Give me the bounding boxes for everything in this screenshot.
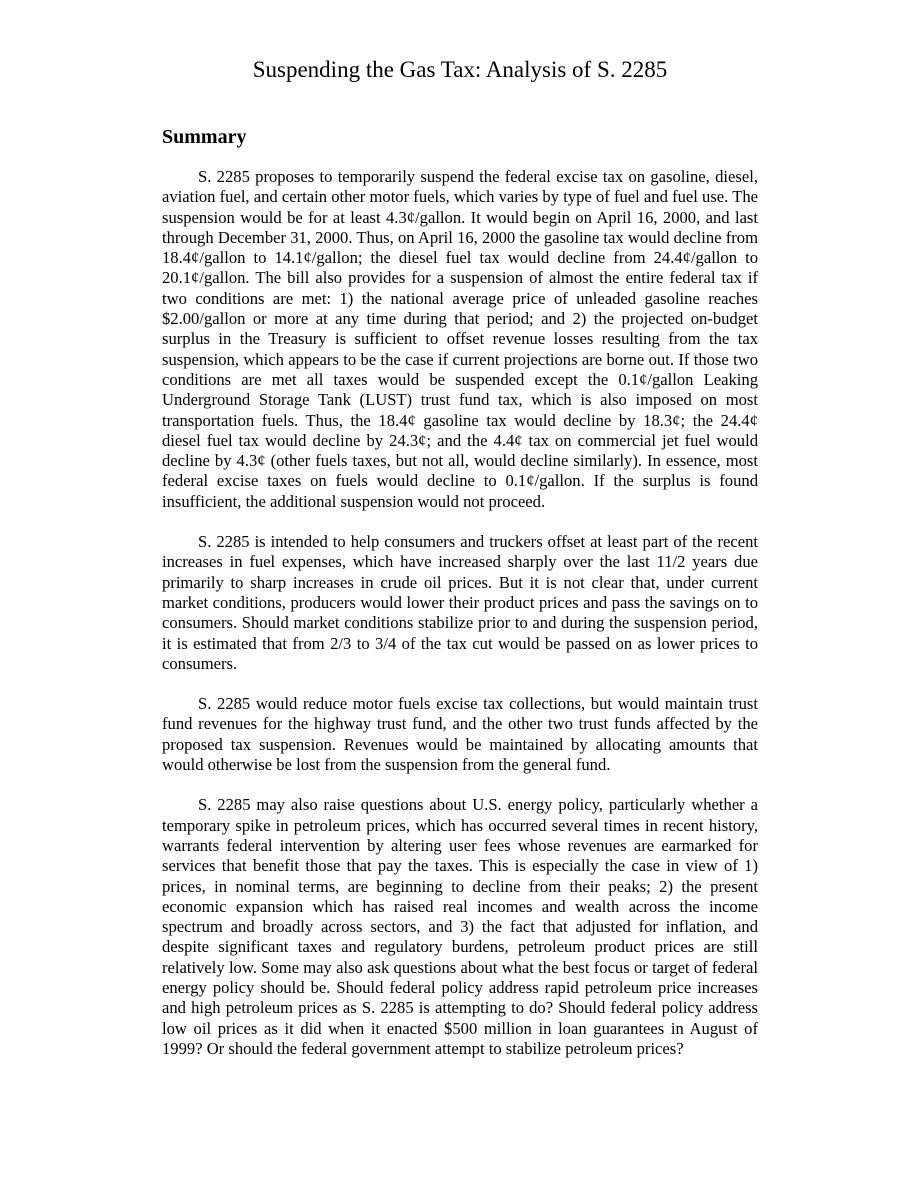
- summary-paragraph-3: S. 2285 would reduce motor fuels excise tax collections, but would maintain trust fund revenues for the highway trust fund, and the other two trust funds affected by the proposed tax suspension. Revenues would be maintained by allocating amounts that would otherwise be lost from the suspension from the general fund.: [162, 694, 758, 775]
- section-heading-summary: Summary: [162, 126, 247, 148]
- summary-paragraph-1: S. 2285 proposes to temporarily suspend the federal excise tax on gasoline, diesel, aviation fuel, and certain other motor fuels, which varies by type of fuel and fuel use. The suspension would be for at least 4.3¢/gallon. It would begin on April 16, 2000, and last through December 31, 2000. Thus, on April 16, 2000 the gasoline tax would decline from 18.4¢/gallon to 14.1¢/gallon; the diesel fuel tax would decline from 24.4¢/gallon to 20.1¢/gallon. The bill also provides for a suspension of almost the entire federal tax if two conditions are met: 1) the national average price of unleaded gasoline reaches $2.00/gallon or more at any time during that period; and 2) the projected on-budget surplus in the Treasury is sufficient to offset revenue losses resulting from the tax suspension, which appears to be the case if current projections are borne out. If those two conditions are met all taxes would be suspended except the 0.1¢/gallon Leaking Underground Storage Tank (LUST) trust fund tax, which is also imposed on most transportation fuels. Thus, the 18.4¢ gasoline tax would decline by 18.3¢; the 24.4¢ diesel fuel tax would decline by 24.3¢; and the 4.4¢ tax on commercial jet fuel would decline by 4.3¢ (other fuels taxes, but not all, would decline similarly). In essence, most federal excise taxes on fuels would decline to 0.1¢/gallon. If the surplus is found insufficient, the additional suspension would not proceed.: [162, 167, 758, 511]
- summary-paragraph-2: S. 2285 is intended to help consumers and truckers offset at least part of the recent increases in fuel expenses, which have increased sharply over the last 11/2 years due primarily to sharp increases in crude oil prices. But it is not clear that, under current market conditions, producers would lower their product prices and pass the savings on to consumers. Should market conditions stabilize prior to and during the suspension period, it is estimated that from 2/3 to 3/4 of the tax cut would be passed on as lower prices to consumers.: [162, 532, 758, 673]
- document-title: Suspending the Gas Tax: Analysis of S. 2285: [252, 57, 668, 82]
- summary-body: [162, 167, 758, 1079]
- summary-paragraph-4: S. 2285 may also raise questions about U.S. energy policy, particularly whether a temporary spike in petroleum prices, which has occurred several times in recent history, warrants federal intervention by altering user fees whose revenues are earmarked for services that benefit those that pay the taxes. This is especially the case in view of 1) prices, in nominal terms, are beginning to decline from their peaks; 2) the present economic expansion which has raised real incomes and wealth across the income spectrum and broadly across sectors, and 3) the fact that adjusted for inflation, and despite significant taxes and regulatory burdens, petroleum product prices are still relatively low. Some may also ask questions about what the best focus or target of federal energy policy should be. Should federal policy address rapid petroleum price increases and high petroleum prices as S. 2285 is attempting to do? Should federal policy address low oil prices as it did when it enacted $500 million in loan guarantees in August of 1999? Or should the federal government attempt to stabilize petroleum prices?: [162, 795, 758, 1058]
